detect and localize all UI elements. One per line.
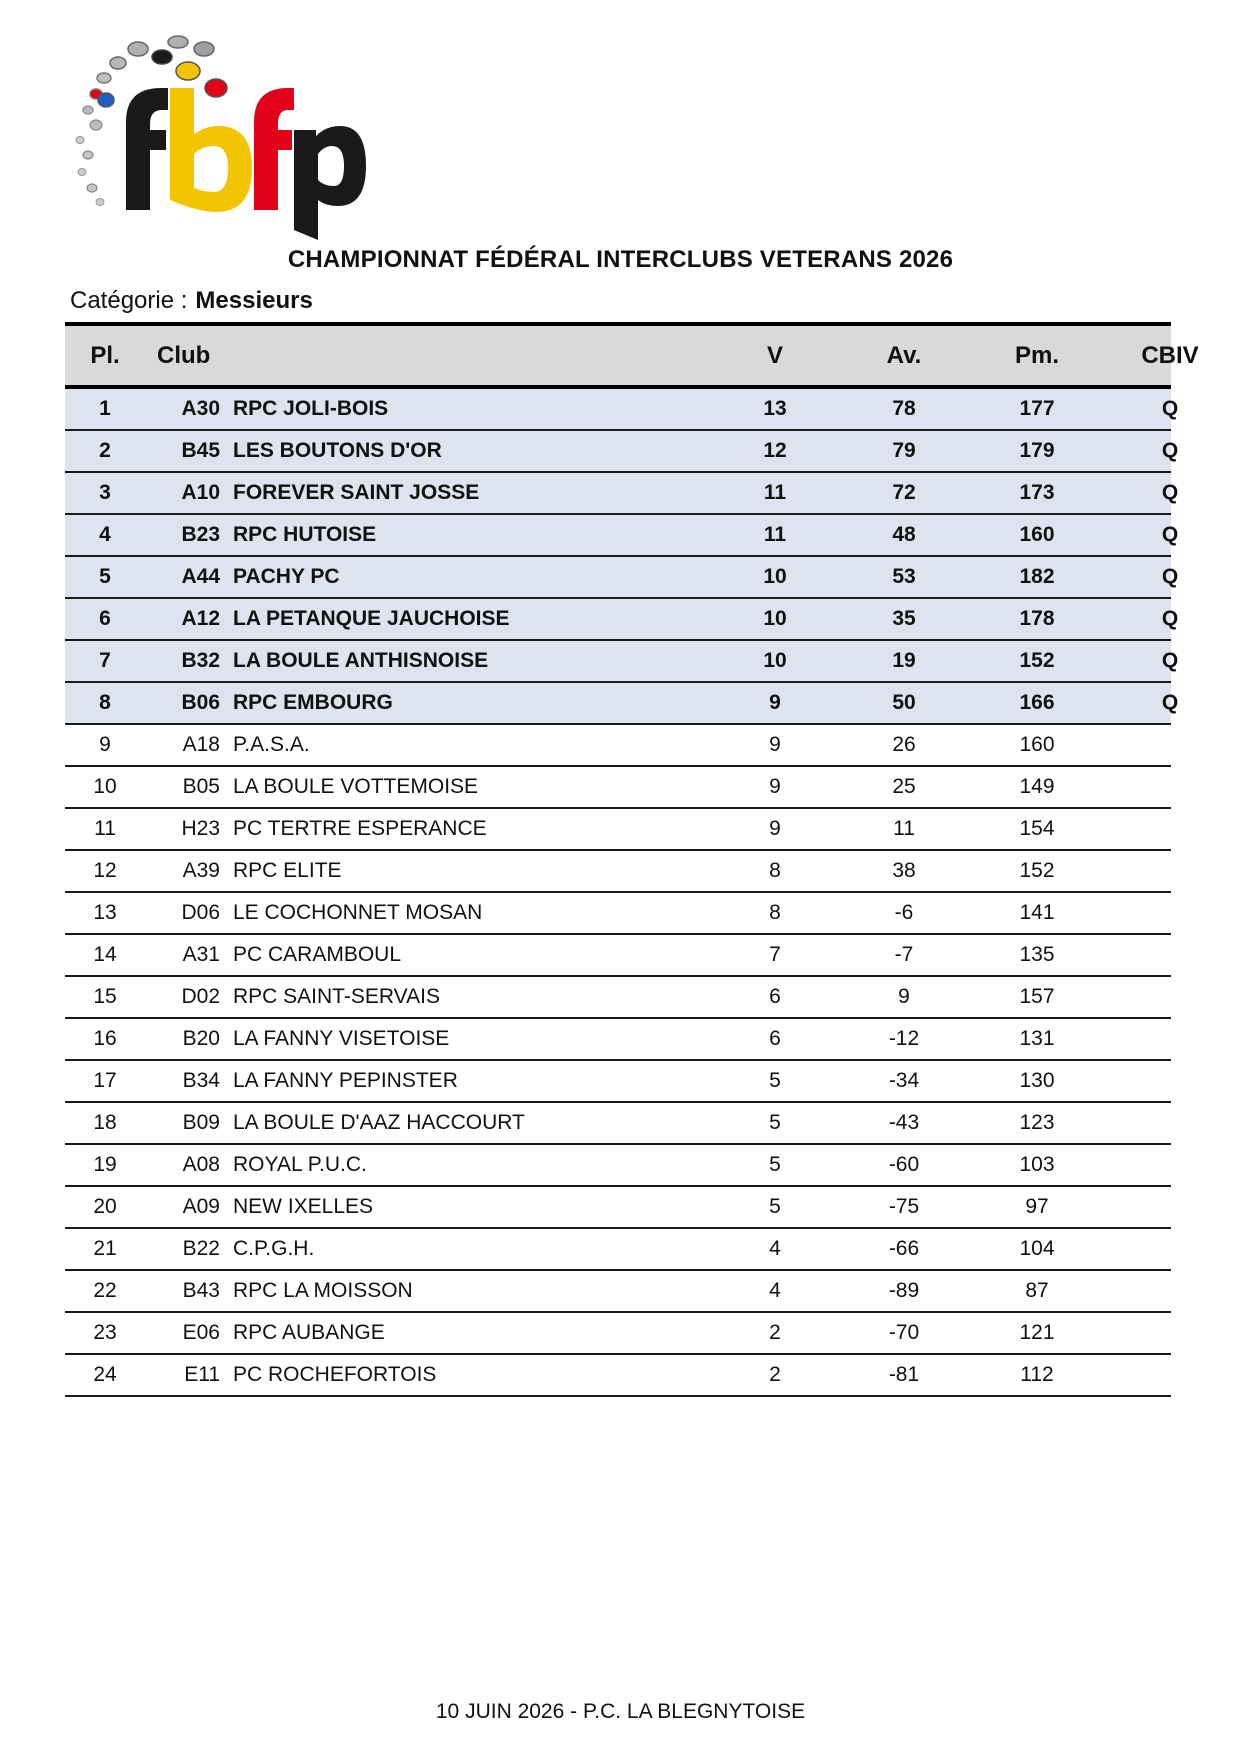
cell-cbiv: Q [1161,607,1179,630]
cell-v: 10 [763,607,787,630]
cell-club-code: B45 [181,439,220,462]
cell-place: 17 [93,1069,117,1092]
cell-pm: 182 [1019,565,1055,588]
col-header-pl: Pl. [90,341,120,369]
col-header-pm: Pm. [1014,341,1059,369]
cell-v: 7 [769,943,781,966]
cell-pm: 154 [1019,817,1055,840]
table-row [65,767,1171,809]
cell-pm: 121 [1019,1321,1055,1344]
table-row [65,1313,1171,1355]
cell-club-name: RPC EMBOURG [233,691,393,714]
cell-pm: 160 [1019,733,1055,756]
cell-place: 20 [93,1195,117,1218]
cell-av: 19 [892,649,916,672]
cell-place: 8 [99,691,111,714]
table-row [65,557,1179,599]
cell-av: -34 [888,1069,920,1092]
cell-place: 24 [93,1363,117,1386]
table-row [65,935,1171,977]
cell-club-name: C.P.G.H. [233,1237,315,1260]
cell-av: 35 [892,607,916,630]
cell-club-name: PACHY PC [233,565,340,588]
cell-cbiv [1115,1103,1225,1143]
cell-club-code: D02 [181,985,220,1008]
cell-pm: 166 [1019,691,1055,714]
table-row [65,431,1179,473]
cell-pm: 87 [1025,1279,1049,1302]
fbfp-logo [66,30,366,240]
cell-club-name: LA BOULE ANTHISNOISE [233,649,489,672]
cell-cbiv [1115,893,1225,933]
table-row [65,515,1179,557]
col-header-club: Club [157,341,211,369]
cell-cbiv: Q [1161,649,1179,672]
cell-pm: 141 [1019,901,1055,924]
table-row [65,1187,1171,1229]
cell-cbiv [1115,1061,1225,1101]
cell-place: 14 [93,943,117,966]
cell-pm: 103 [1019,1153,1055,1176]
cell-club-name: RPC SAINT-SERVAIS [233,985,440,1008]
cell-club-code: A08 [182,1153,220,1176]
cell-pm: 152 [1019,859,1055,882]
cell-cbiv: Q [1161,481,1179,504]
cell-place: 22 [93,1279,117,1302]
cell-pm: 123 [1019,1111,1055,1134]
cell-place: 13 [93,901,117,924]
cell-cbiv [1115,809,1225,849]
cell-av: 38 [892,859,916,882]
cell-place: 12 [93,859,117,882]
col-header-v: V [766,341,783,369]
cell-av: 50 [892,691,916,714]
standings-table [65,322,1199,1397]
cell-place: 18 [93,1111,117,1134]
cell-v: 6 [769,1027,781,1050]
cell-av: 9 [898,985,910,1008]
cell-club-name: RPC ELITE [233,859,342,882]
cell-av: -66 [888,1237,920,1260]
cell-club-name: NEW IXELLES [233,1195,374,1218]
cell-place: 19 [93,1153,117,1176]
cell-av: 25 [892,775,916,798]
cell-pm: 131 [1019,1027,1055,1050]
table-row [65,1229,1171,1271]
cell-place: 9 [99,733,111,756]
cell-pm: 104 [1019,1237,1055,1260]
cell-cbiv: Q [1161,523,1179,546]
cell-av: 78 [892,397,916,420]
cell-av: -89 [888,1279,920,1302]
cell-club-code: A30 [181,397,220,420]
cell-place: 7 [99,649,111,672]
cell-v: 2 [769,1321,781,1344]
cell-v: 5 [769,1195,781,1218]
cell-cbiv [1115,1355,1225,1395]
cell-place: 6 [99,607,111,630]
cell-place: 10 [93,775,117,798]
cell-club-name: LES BOUTONS D'OR [233,439,442,462]
category-value: Messieurs [195,287,313,314]
cell-club-code: B05 [182,775,220,798]
cell-v: 9 [769,775,781,798]
category-line [70,287,313,315]
cell-cbiv [1115,767,1225,807]
cell-place: 21 [93,1237,117,1260]
cell-pm: 160 [1019,523,1055,546]
cell-club-name: LE COCHONNET MOSAN [233,901,483,924]
cell-club-code: A39 [182,859,220,882]
cell-pm: 173 [1019,481,1055,504]
table-row [65,893,1171,935]
table-row [65,1019,1171,1061]
table-row [65,1145,1171,1187]
cell-av: -43 [888,1111,920,1134]
cell-pm: 130 [1019,1069,1055,1092]
cell-club-name: PC TERTRE ESPERANCE [233,817,487,840]
cell-club-name: RPC LA MOISSON [233,1279,413,1302]
cell-cbiv: Q [1161,397,1179,420]
cell-av: 53 [892,565,916,588]
cell-place: 4 [99,523,111,546]
cell-club-name: RPC AUBANGE [233,1321,385,1344]
cell-v: 4 [769,1237,781,1260]
cell-club-code: A12 [181,607,220,630]
cell-club-code: B23 [181,523,220,546]
cell-cbiv [1115,977,1225,1017]
cell-av: -12 [888,1027,920,1050]
table-row [65,389,1179,431]
col-header-av: Av. [886,341,922,369]
cell-club-name: PC CARAMBOUL [233,943,402,966]
cell-club-code: A31 [182,943,220,966]
cell-av: 26 [892,733,916,756]
cell-club-code: E06 [182,1321,220,1344]
cell-club-name: LA BOULE D'AAZ HACCOURT [233,1111,525,1134]
cell-club-code: B20 [182,1027,220,1050]
cell-place: 5 [99,565,111,588]
cell-cbiv [1115,1019,1225,1059]
table-row [65,1061,1171,1103]
cell-place: 23 [93,1321,117,1344]
cell-v: 2 [769,1363,781,1386]
logo-letters [126,88,366,240]
cell-v: 8 [769,901,781,924]
table-row [65,599,1179,641]
cell-club-name: FOREVER SAINT JOSSE [233,481,480,504]
cell-cbiv [1115,935,1225,975]
cell-club-code: B09 [182,1111,220,1134]
cell-v: 11 [763,523,787,546]
cell-v: 12 [763,439,787,462]
cell-club-name: LA PETANQUE JAUCHOISE [233,607,510,630]
cell-v: 8 [769,859,781,882]
cell-v: 9 [769,733,781,756]
cell-v: 5 [769,1069,781,1092]
table-row [65,1103,1171,1145]
cell-club-code: A18 [182,733,220,756]
cell-av: -60 [888,1153,920,1176]
cell-av: 79 [892,439,916,462]
cell-av: -75 [888,1195,920,1218]
cell-club-name: PC ROCHEFORTOIS [233,1363,437,1386]
cell-place: 16 [93,1027,117,1050]
cell-cbiv: Q [1161,565,1179,588]
cell-cbiv [1115,851,1225,891]
cell-av: 72 [892,481,916,504]
table-row [65,725,1171,767]
table-header [65,326,1199,389]
fbfp-logo-icon [66,30,366,240]
cell-cbiv [1115,1187,1225,1227]
cell-v: 5 [769,1111,781,1134]
cell-club-name: LA BOULE VOTTEMOISE [233,775,479,798]
table-body [65,389,1179,1397]
cell-cbiv [1115,1145,1225,1185]
cell-v: 5 [769,1153,781,1176]
cell-place: 1 [99,397,111,420]
cell-av: -7 [894,943,914,966]
cell-pm: 135 [1019,943,1055,966]
cell-pm: 152 [1019,649,1055,672]
cell-pm: 178 [1019,607,1055,630]
cell-v: 9 [769,817,781,840]
footer-text: 10 JUIN 2026 - P.C. LA BLEGNYTOISE [435,1700,806,1723]
cell-club-code: E11 [184,1363,220,1386]
cell-club-code: B06 [181,691,220,714]
cell-place: 2 [99,439,111,462]
cell-pm: 157 [1019,985,1055,1008]
cell-v: 13 [763,397,787,420]
cell-cbiv: Q [1161,691,1179,714]
cell-club-code: A10 [181,481,220,504]
cell-club-code: B22 [182,1237,220,1260]
table-row [65,851,1171,893]
cell-club-name: P.A.S.A. [233,733,310,756]
cell-av: -70 [888,1321,920,1344]
table-row [65,1271,1171,1313]
cell-pm: 149 [1019,775,1055,798]
cell-club-code: B34 [182,1069,220,1092]
logo-balls [76,36,227,206]
cell-cbiv [1115,1313,1225,1353]
cell-av: -6 [894,901,914,924]
cell-v: 11 [763,481,787,504]
table-row [65,977,1171,1019]
cell-cbiv [1115,1271,1225,1311]
cell-v: 10 [763,649,787,672]
col-header-cbiv: CBIV [1141,341,1199,369]
cell-club-code: A44 [181,565,220,588]
cell-place: 3 [99,481,111,504]
table-row [65,683,1179,725]
table-row [65,641,1179,683]
cell-club-name: RPC JOLI-BOIS [233,397,389,420]
cell-club-code: A09 [182,1195,220,1218]
cell-v: 9 [769,691,781,714]
cell-place: 11 [94,817,116,840]
cell-club-name: LA FANNY VISETOISE [233,1027,450,1050]
cell-av: -81 [888,1363,920,1386]
cell-club-code: H23 [181,817,220,840]
cell-pm: 177 [1019,397,1055,420]
page-title: CHAMPIONNAT FÉDÉRAL INTERCLUBS VETERANS 2026 [287,246,954,273]
table-row [65,809,1171,851]
cell-av: 48 [892,523,916,546]
cell-club-code: B32 [181,649,220,672]
cell-v: 4 [769,1279,781,1302]
table-row [65,473,1179,515]
cell-club-code: B43 [182,1279,220,1302]
category-label: Catégorie : [70,287,188,314]
cell-club-code: D06 [181,901,220,924]
cell-club-name: LA FANNY PEPINSTER [233,1069,458,1092]
cell-pm: 112 [1020,1363,1054,1386]
cell-v: 10 [763,565,787,588]
cell-club-name: ROYAL P.U.C. [233,1153,367,1176]
cell-club-name: RPC HUTOISE [233,523,377,546]
cell-cbiv: Q [1161,439,1179,462]
cell-v: 6 [769,985,781,1008]
table-row [65,1355,1171,1397]
cell-cbiv [1115,725,1225,765]
cell-pm: 179 [1019,439,1055,462]
cell-place: 15 [93,985,117,1008]
cell-av: 11 [893,817,915,840]
cell-pm: 97 [1025,1195,1049,1218]
cell-cbiv [1115,1229,1225,1269]
